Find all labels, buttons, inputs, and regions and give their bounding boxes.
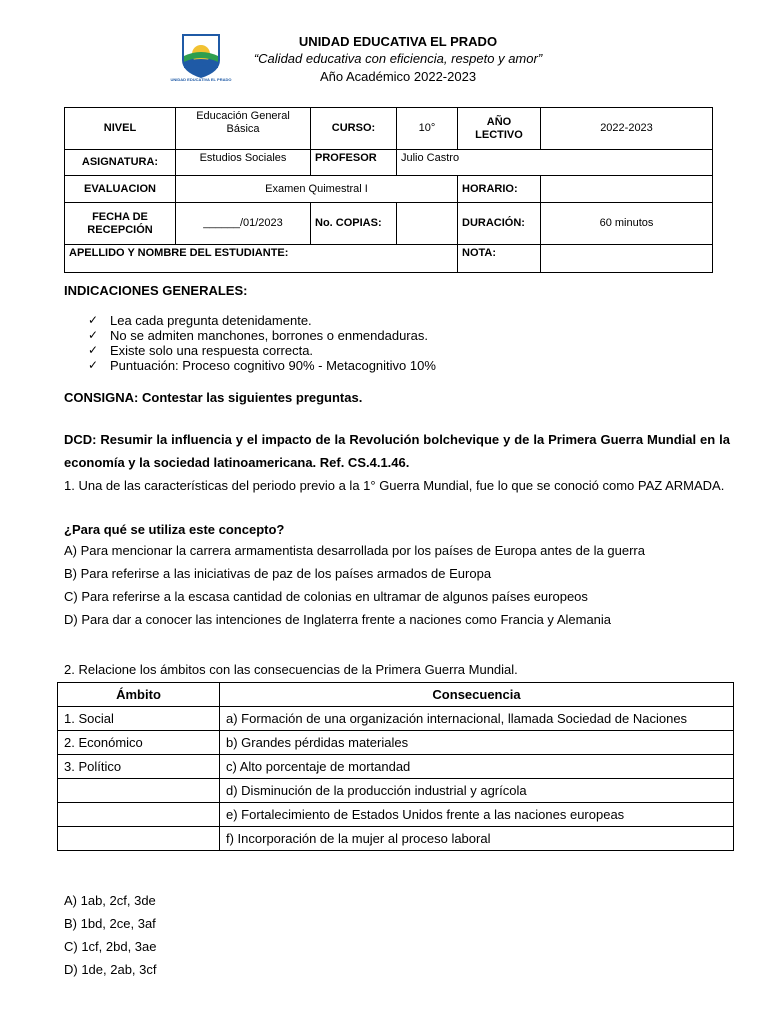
estudiante-label[interactable]: APELLIDO Y NOMBRE DEL ESTUDIANTE: (65, 245, 458, 273)
school-motto: “Calidad educativa con eficiencia, respeto y amor” (253, 51, 543, 66)
ambito-cell: 1. Social (58, 707, 220, 731)
academic-year: Año Académico 2022-2023 (319, 69, 477, 84)
ambito-cell (58, 803, 220, 827)
checkmark-icon: ✓ (88, 343, 99, 357)
question-2-text: 2. Relacione los ámbitos con las consecuencias de la Primera Guerra Mundial. (64, 662, 518, 677)
copias-value[interactable] (397, 203, 458, 245)
profesor-label: PROFESOR (311, 150, 397, 176)
list-item: ✓ Lea cada pregunta detenidamente. (88, 313, 312, 328)
nivel-value: Educación General Básica (176, 108, 311, 150)
horario-label: HORARIO: (458, 176, 541, 203)
exam-info-table (64, 107, 713, 273)
logo-caption: UNIDAD EDUCATIVA EL PRADO (170, 77, 232, 82)
consigna: CONSIGNA: Contestar las siguientes preguntas. (64, 390, 363, 405)
consecuencia-cell: f) Incorporación de la mujer al proceso laboral (220, 827, 734, 851)
ambito-cell: 2. Económico (58, 731, 220, 755)
question-1-text: 1. Una de las características del periodo previo a la 1° Guerra Mundial, fue lo que se conoció como PAZ ARMADA. (64, 478, 725, 493)
evaluacion-label: EVALUACION (65, 176, 176, 203)
consecuencia-cell: b) Grandes pérdidas materiales (220, 731, 734, 755)
curso-label: CURSO: (311, 108, 397, 150)
duracion-label: DURACIÓN: (458, 203, 541, 245)
profesor-value: Julio Castro (397, 150, 713, 176)
table-row (58, 779, 734, 803)
checkmark-icon: ✓ (88, 358, 99, 372)
table-row (58, 707, 734, 731)
nivel-label: NIVEL (65, 108, 176, 150)
school-name: UNIDAD EDUCATIVA EL PRADO (298, 34, 498, 49)
lectivo-label: AÑO LECTIVO (458, 108, 541, 150)
col-ambito-header: Ámbito (58, 683, 220, 707)
table-row (58, 827, 734, 851)
lectivo-value: 2022-2023 (541, 108, 713, 150)
copias-label: No. COPIAS: (311, 203, 397, 245)
ambito-cell: 3. Político (58, 755, 220, 779)
consecuencia-cell: e) Fortalecimiento de Estados Unidos frente a las naciones europeas (220, 803, 734, 827)
duracion-value: 60 minutos (541, 203, 713, 245)
consecuencia-cell: d) Disminución de la producción industrial y agrícola (220, 779, 734, 803)
consecuencia-cell: c) Alto porcentaje de mortandad (220, 755, 734, 779)
table-row (58, 731, 734, 755)
question-2-option-d[interactable]: D) 1de, 2ab, 3cf (64, 962, 157, 977)
indicaciones-list (88, 313, 436, 373)
relation-table (57, 682, 734, 851)
curso-value: 10° (397, 108, 458, 150)
checkmark-icon: ✓ (88, 328, 99, 342)
checkmark-icon: ✓ (88, 313, 99, 327)
ambito-cell (58, 779, 220, 803)
question-1-option-c[interactable]: C) Para referirse a la escasa cantidad de colonias en ultramar de algunos países europeos (64, 589, 588, 604)
table-row (58, 803, 734, 827)
list-item: ✓ No se admiten manchones, borrones o enmendaduras. (88, 328, 428, 343)
question-2-option-b[interactable]: B) 1bd, 2ce, 3af (64, 916, 156, 931)
col-consecuencia-header: Consecuencia (220, 683, 734, 707)
nota-label: NOTA: (458, 245, 541, 273)
consecuencia-cell: a) Formación de una organización internacional, llamada Sociedad de Naciones (220, 707, 734, 731)
fecha-value[interactable]: ______/01/2023 (176, 203, 311, 245)
asignatura-value: Estudios Sociales (176, 150, 311, 176)
nota-value[interactable] (541, 245, 713, 273)
indicaciones-title: INDICACIONES GENERALES: (64, 283, 248, 298)
question-2-option-c[interactable]: C) 1cf, 2bd, 3ae (64, 939, 157, 954)
ambito-cell (58, 827, 220, 851)
evaluacion-value: Examen Quimestral I (176, 176, 458, 203)
fecha-label: FECHA DE RECEPCIÓN (65, 203, 176, 245)
table-row (58, 755, 734, 779)
horario-value[interactable] (541, 176, 713, 203)
question-2-option-a[interactable]: A) 1ab, 2cf, 3de (64, 893, 156, 908)
asignatura-label: ASIGNATURA: (65, 150, 176, 176)
dcd-statement: DCD: Resumir la influencia y el impacto de la Revolución bolchevique y de la Primera Guerra Mundial en la economía y la sociedad latinoamericana. Ref. CS.4.1.46. (64, 432, 730, 470)
question-1-option-a[interactable]: A) Para mencionar la carrera armamentista desarrollada por los países de Europa antes de la guerra (64, 543, 645, 558)
question-1-option-b[interactable]: B) Para referirse a las iniciativas de paz de los países armados de Europa (64, 566, 492, 581)
question-1-ask: ¿Para qué se utiliza este concepto? (64, 522, 285, 537)
list-item: ✓ Existe solo una respuesta correcta. (88, 343, 314, 358)
list-item: ✓ Puntuación: Proceso cognitivo 90% - Metacognitivo 10% (88, 358, 436, 373)
question-1-option-d[interactable]: D) Para dar a conocer las intenciones de Inglaterra frente a naciones como Francia y Alemania (64, 612, 612, 627)
